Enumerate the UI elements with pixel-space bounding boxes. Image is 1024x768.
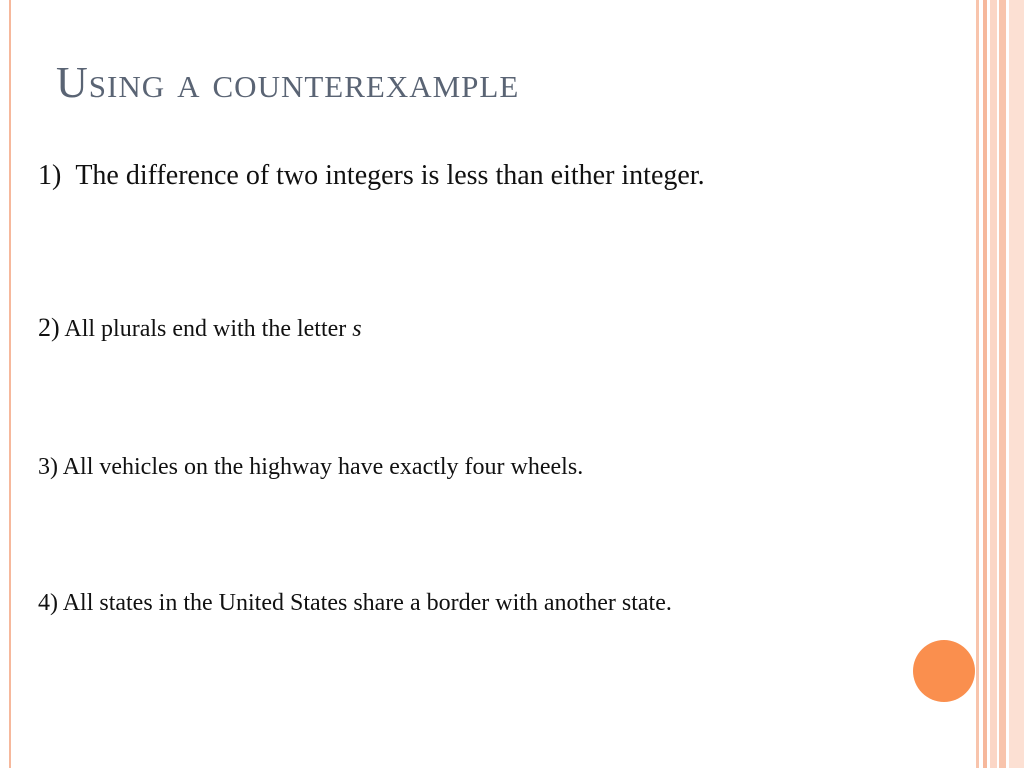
left-border-line (9, 0, 11, 768)
list-item (38, 158, 705, 194)
item-text: All states in the United States share a border with another state. (62, 590, 672, 616)
item-number: 1) (38, 160, 62, 191)
right-stripe (976, 0, 979, 768)
item-number: 3) (38, 454, 58, 480)
slide-title: Using a counterexample (56, 58, 520, 107)
item-text: All vehicles on the highway have exactly four wheels. (62, 454, 584, 480)
item-number: 4) (38, 590, 58, 616)
list-item (38, 587, 672, 619)
right-stripe (999, 0, 1006, 768)
item-number: 2) (38, 313, 60, 342)
list-item (38, 451, 583, 483)
right-stripe (990, 0, 997, 768)
decorative-circle (913, 640, 975, 702)
item-text: All plurals end with the letter (64, 316, 353, 342)
item-emphasis: s (352, 316, 362, 342)
item-text: The difference of two integers is less than either integer. (75, 160, 705, 191)
right-stripe (983, 0, 987, 768)
right-stripe (1009, 0, 1024, 768)
list-item (38, 312, 362, 345)
